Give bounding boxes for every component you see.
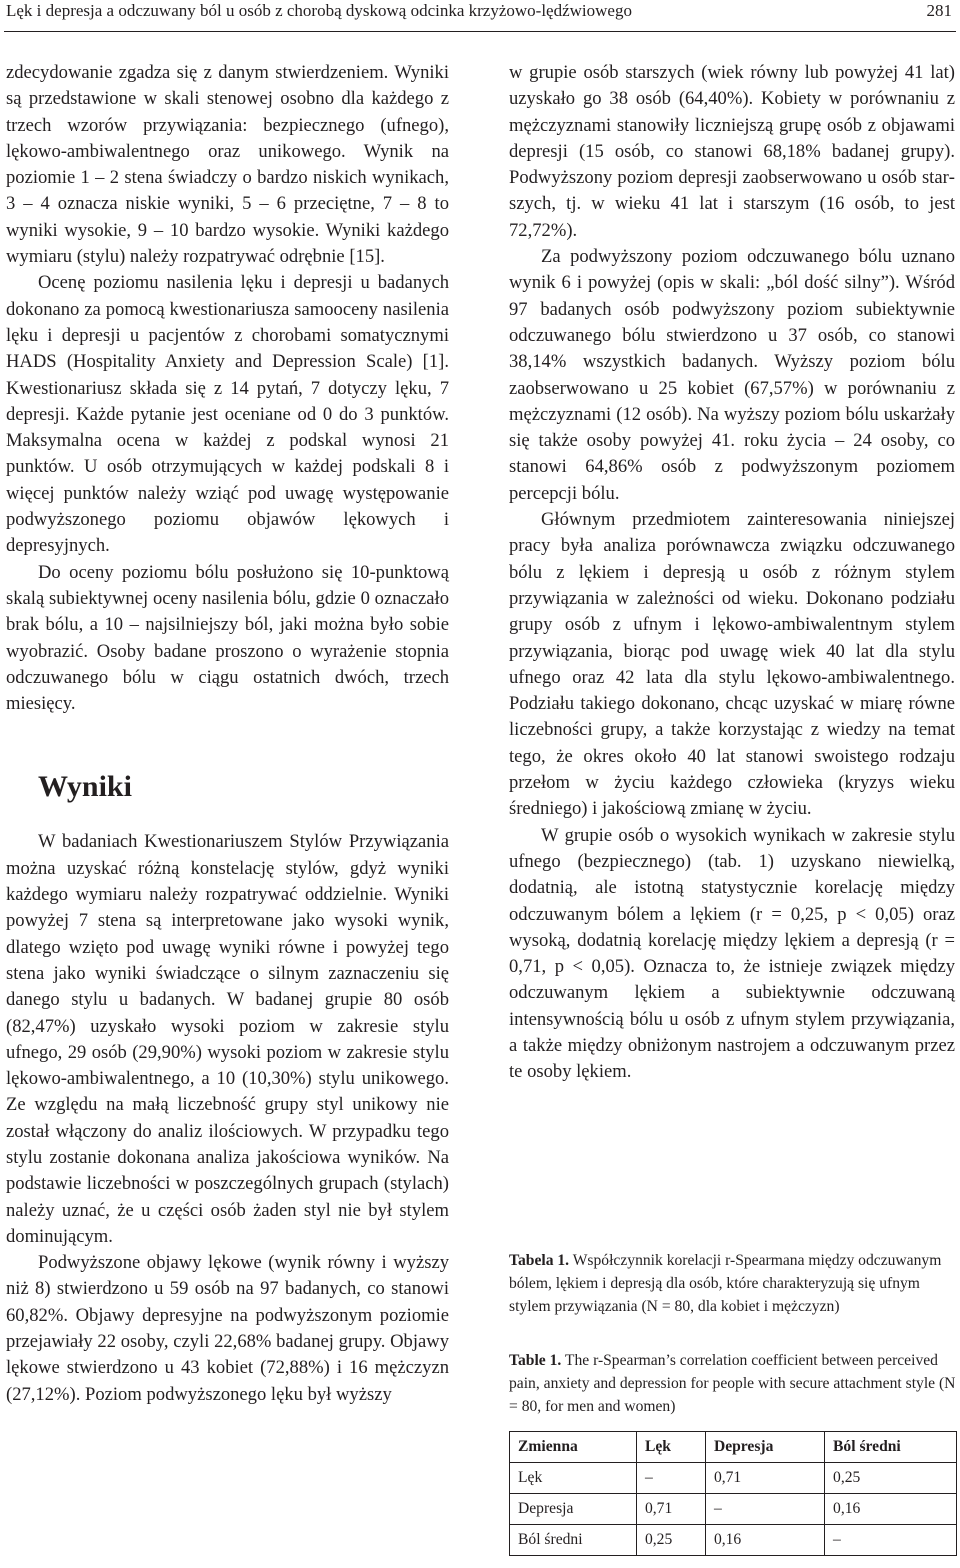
- running-head: [6, 0, 952, 24]
- table-header-row: [510, 1432, 957, 1463]
- right-column: [509, 60, 955, 1086]
- table-caption-label: Table 1.: [509, 1352, 562, 1369]
- table-cell: Lęk: [510, 1463, 637, 1494]
- correlation-table: [509, 1431, 957, 1556]
- table-cell: 0,25: [825, 1463, 957, 1494]
- table-cell: Depresja: [510, 1494, 637, 1525]
- table-cell: –: [705, 1494, 824, 1525]
- table-cell: –: [825, 1525, 957, 1556]
- table-caption-text: Współczynnik korelacji r-Spearmana między odczuwanym bólem, lękiem i depresją dla osób, które charakteryzują się ufnym stylem przywiązania (N = 80, dla kobiet i mężczyzn): [509, 1252, 942, 1315]
- paragraph: W grupie osób o wysokich wynikach w zakresie stylu ufnego (bezpiecznego) (tab. 1) uzyskano niewielką, dodatnią, ale istotną statystycznie korelację między odczuwanym bólem a lękiem (r = 0,25, p < 0,05) oraz wysoką, dodatnią korelację między lękiem a depresją (r = 0,71, p < 0,05). Oznacza to, że istnieje związek między odczuwanym lękiem a subiektywnie odczuwaną intensywnością bólu u osób z ufnym stylem przywiązania, a także między obniżonym nastrojem a odczuwanym przez te osoby lękiem.: [509, 824, 955, 1083]
- table-header-cell: Depresja: [705, 1432, 824, 1463]
- table-cell: 0,25: [636, 1525, 705, 1556]
- table-row: [510, 1494, 957, 1525]
- table-header-cell: Lęk: [636, 1432, 705, 1463]
- table-row: [510, 1463, 957, 1494]
- paragraph: Za podwyższony poziom odczuwanego bólu uznano wynik 6 i powyżej (opis w skali: „ból dość silny”). Wśród 97 badanych osób podwyższony poziom subiektywnie odczuwanego bólu stwierdzono u 37 osób, co stanowi 38,14% wszystkich badanych. Wyższy poziom bólu zaobserwowano u 25 kobiet (67,57%) w porównaniu z mężczyznami (12 osób). Na wyższy poziom bólu uskarżały się także osoby powyżej 41. roku życia – 24 osoby, co stanowi 64,86% osób z podwyższonym poziomem percepcji bólu.: [509, 246, 955, 504]
- table-caption-english: [509, 1350, 959, 1418]
- page-number: 281: [926, 1, 952, 20]
- paragraph: Podwyższone objawy lękowe (wynik równy i wyższy niż 8) stwierdzono u 59 osób na 97 badanych, co stanowi 60,82%. Objawy depresyjne na podwyższonym poziomie przejawiały 22 osoby, czyli 22,68% badanej grupy. Objawy lękowe stwierdzono u 43 kobiet (72,88%) i 16 mężczyzn (27,12%). Poziom podwyższonego lęku był wyższy: [6, 1252, 449, 1405]
- running-head-title: Lęk i depresja a odczuwany ból u osób z chorobą dyskową odcinka krzyżowo-lędźwiowego: [6, 1, 632, 20]
- table-cell: Ból średni: [510, 1525, 637, 1556]
- section-heading-results: Wyniki: [38, 770, 132, 804]
- table-header-cell: Zmienna: [510, 1432, 637, 1463]
- table-caption-polish: [509, 1250, 959, 1318]
- paragraph: w grupie osób starszych (wiek równy lub powyżej 41 lat) uzyskało go 38 osób (64,40%). Kobiety w porównaniu z mężczyznami stanowiły liczniejszą grupę osób z objawami depresji (15 osób, co stanowi 68,18% badanej grupy). Podwyższony poziom depresji zaobserwowano u osób starszych, tj. w wieku 41 lat i starszym (16 osób, to jest 72,72%).: [509, 62, 955, 241]
- table-cell: –: [636, 1463, 705, 1494]
- paragraph: Do oceny poziomu bólu posłużono się 10-punktową skalą subiektywnej oceny nasilenia bólu, gdzie 0 oznaczało brak bólu, a 10 – najsilniejszy ból, jaki można było sobie wyobrazić. Osoby badane proszono o wyrażenie stopnia odczuwanego bólu w ciągu ostatnich dwóch, trzech miesięcy.: [6, 561, 449, 715]
- table-caption-text: The r-Spearman’s correlation coefficient between perceived pain, anxiety and depression for people with secure attachment style (N = 80, for men and women): [509, 1352, 956, 1415]
- table-cell: 0,71: [705, 1463, 824, 1494]
- header-rule: [4, 31, 956, 32]
- paragraph: Ocenę poziomu nasilenia lęku i depresji u badanych dokonano za pomocą kwestionariusza samooceny nasilenia lęku i depresji u pacjentów z chorobami somatycznymi HADS (Hospitality Anxiety and Depression Scale) [1]. Kwestionariusz składa się z 14 pytań, 7 dotyczy lęku, 7 depresji. Każde pytanie jest oceniane od 0 do 3 punktów. Maksymalna ocena w każdej z podskal wynosi 21 punktów. U osób otrzymujących w każdej podskali 8 i więcej punktów należy wziąć pod uwagę występowanie podwyższonego poziomu objawów lękowych i depresyjnych.: [6, 272, 449, 557]
- paragraph: zdecydowanie zgadza się z danym stwierdzeniem. Wyniki są przedstawione w skali stenowej osobno dla każdego z trzech wzorów przywiązania: bezpiecznego (ufnego), lękowo-ambiwalentnego oraz unikowego. Wynik na poziomie 1 – 2 stena świadczy o bardzo niskich wynikach, 3 – 4 oznacza niskie wyniki, 5 – 6 przeciętne, 7 – 8 to wyniki wysokie, 9 – 10 bardzo wysokie. Wyniki każdego wymiaru (stylu) należy rozpatrywać odrębnie [15].: [6, 62, 449, 268]
- left-column: [6, 60, 449, 1408]
- paragraph: W badaniach Kwestionariuszem Stylów Przywiązania można uzyskać różną konstelację stylów, gdyż wyniki każdego wymiaru należy rozpatrywać oddzielnie. Wyniki powyżej 7 stena są interpretowane jako wysoki wynik, dlatego wzięto pod uwagę wyniki równe i powyżej tego stena jako wyniki świadczące o silnym zaznaczeniu się danego stylu u badanych. W badanej grupie 80 osób (82,47%) uzyskało wysoki poziom w zakresie stylu ufnego, 29 osób (29,90%) wysoki poziom w zakresie stylu lękowo-ambiwalentnego, a 10 (10,30%) stylu unikowego. Ze względu na małą liczebność grupy styl unikowy nie został włączony do analiz ilościowych. W przypadku tego stylu zostanie dokonana analiza jakościowa wyników. Na podstawie liczebności w poszczególnych grupach (stylach) należy uznać, że u części osób żaden styl nie był stylem dominującym.: [6, 831, 449, 1247]
- paragraph: Głównym przedmiotem zainteresowania niniejszej pracy była analiza porównawcza związku odczuwanego bólu z lękiem i depresją u osób z różnym stylem przywiązania w zależności od wieku. Dokonano podziału grupy osób z ufnym i lękowo-ambiwalentnym stylem przywiązania, biorąc pod uwagę wiek 40 lat dla stylu ufnego oraz 42 lata dla stylu lękowo-ambiwalentnego. Podziału takiego dokonano, chcąc uzyskać w miarę równe liczebności grupy, a także korzystając z wiedzy na temat tego, że okres około 40 lat stanowi swoistego rodzaju przełom w życiu każdego człowieka (kryzys wieku średniego) i jakościową zmianę w życiu.: [509, 509, 955, 820]
- table-caption-label: Tabela 1.: [509, 1252, 570, 1269]
- table-row: [510, 1525, 957, 1556]
- table-header-cell: Ból średni: [825, 1432, 957, 1463]
- table-cell: 0,16: [705, 1525, 824, 1556]
- table-cell: 0,71: [636, 1494, 705, 1525]
- table-cell: 0,16: [825, 1494, 957, 1525]
